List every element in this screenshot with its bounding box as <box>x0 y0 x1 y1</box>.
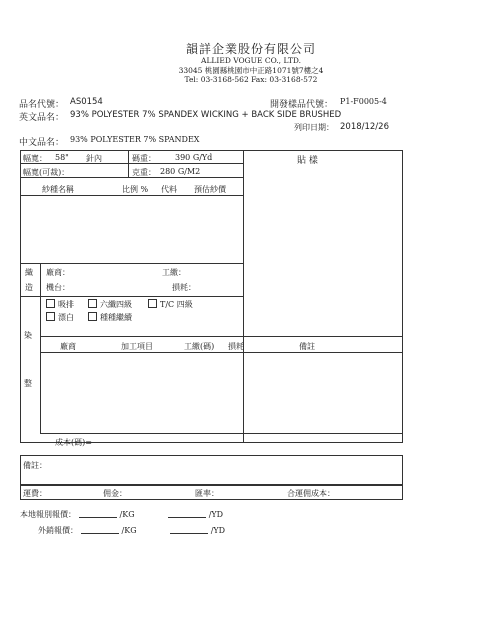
checkbox-icon <box>148 299 157 308</box>
usable-width-label: 幅寬(可裁)： <box>23 168 70 177</box>
local-yd-field <box>168 509 206 518</box>
checkbox-icon <box>46 299 55 308</box>
weaving-bottom-line <box>20 296 244 297</box>
dye-col-process: 加工項目 <box>121 342 153 351</box>
yarn-col-ratio: 比例 % <box>122 185 149 194</box>
dye-option-six: 六纖四級 <box>88 299 132 310</box>
width-label: 幅寬： <box>23 154 47 163</box>
export-quote-row <box>38 525 225 536</box>
weaving-loss-label: 損耗： <box>172 283 196 292</box>
weaving-top-line <box>20 263 244 264</box>
unit-kg: /KG <box>119 510 135 519</box>
exchange-label: 匯率： <box>195 489 219 498</box>
width-value: 58" <box>55 153 69 162</box>
dye-header-bottom-right <box>244 352 403 353</box>
checkbox-icon <box>88 299 97 308</box>
zh-name-label: 中文品名： <box>19 138 65 148</box>
unit-kg: /KG <box>121 526 137 535</box>
yardweight-label: 碼重： <box>132 154 156 163</box>
gsm-value: 280 G/M2 <box>160 167 201 176</box>
unit-yd: /YD <box>210 526 226 535</box>
dev-code-label: 開發樣品代號： <box>270 100 334 110</box>
company-address: 33045 桃園縣桃園市中正路1071號7樓之4 <box>178 66 324 75</box>
yarn-col-replace: 代料 <box>161 185 177 194</box>
checkbox-icon <box>46 312 55 321</box>
export-kg-field <box>81 525 119 534</box>
en-name: 93% POLYESTER 7% SPANDEX WICKING + BACK SIDE BRUSHED <box>70 110 342 120</box>
freight-label: 運費： <box>23 489 47 498</box>
dye-option-bleach: 漂白 <box>46 312 74 323</box>
side-col-line <box>40 263 41 433</box>
dye-bottom-line <box>40 433 403 434</box>
dye-side-1: 染 <box>24 331 32 340</box>
local-quote-row <box>20 509 223 520</box>
product-no: AS0154 <box>70 97 103 107</box>
dye-side-2: 整 <box>24 379 32 388</box>
dye-option-absorb: 吸排 <box>46 299 74 310</box>
weaving-labor-label: 工繳： <box>162 268 186 277</box>
weaving-side-1: 織 <box>25 268 33 277</box>
export-quote-label: 外銷報價： <box>38 526 78 535</box>
gsm-label: 克重： <box>132 168 156 177</box>
weaving-side-2: 造 <box>25 283 33 292</box>
dev-code: P1-F0005-4 <box>340 97 387 106</box>
yarn-col-price: 預估紗價 <box>194 185 226 194</box>
yarn-col-name: 紗種名稱 <box>42 185 74 194</box>
company-name-zh: 韻詳企業股份有限公司 <box>185 42 316 56</box>
company-name-en: ALLIED VOGUE CO., LTD. <box>201 56 301 65</box>
dye-header-bottom <box>40 352 244 353</box>
yardweight-value: 390 G/Yd <box>175 153 213 162</box>
commission-label: 佣金： <box>103 489 127 498</box>
dye-col-maker: 廠商 <box>60 342 76 351</box>
en-name-label: 英文品名： <box>19 113 65 123</box>
local-kg-field <box>79 509 117 518</box>
remarks-label: 備註： <box>23 461 47 470</box>
dye-col-note: 備註 <box>299 342 315 351</box>
company-phone: Tel: 03-3168-562 Fax: 03-3168-572 <box>184 75 318 84</box>
local-quote-label: 本地報別報價： <box>20 510 76 519</box>
product-no-label: 品名代號： <box>19 100 65 110</box>
yarn-header-line <box>20 195 244 196</box>
checkbox-icon <box>88 312 97 321</box>
dye-header-top <box>40 336 244 337</box>
spec-col-line <box>128 150 129 177</box>
sample-label: 貼 樣 <box>297 156 318 166</box>
weaving-maker-label: 廠商： <box>46 268 70 277</box>
print-date: 2018/12/26 <box>340 122 389 132</box>
unit-yd: /YD <box>208 510 224 519</box>
export-yd-field <box>170 525 208 534</box>
weaving-machine-label: 機台： <box>46 283 70 292</box>
print-date-label: 列印日期： <box>294 123 334 132</box>
cost-label: 成本(碼)= <box>55 438 92 447</box>
dye-option-tc: T/C 四級 <box>148 299 193 310</box>
zh-name: 93% POLYESTER 7% SPANDEX <box>70 135 200 144</box>
dye-header-top-right <box>244 336 403 337</box>
width-unit: 針內 <box>86 154 102 163</box>
dye-option-other: 種種繼續 <box>88 312 132 323</box>
total-cost-label: 合運佣成本： <box>287 489 335 498</box>
remarks-box <box>20 455 403 485</box>
dye-col-loss: 損耗 <box>228 342 244 351</box>
dye-col-labor: 工繳(碼) <box>184 342 215 351</box>
